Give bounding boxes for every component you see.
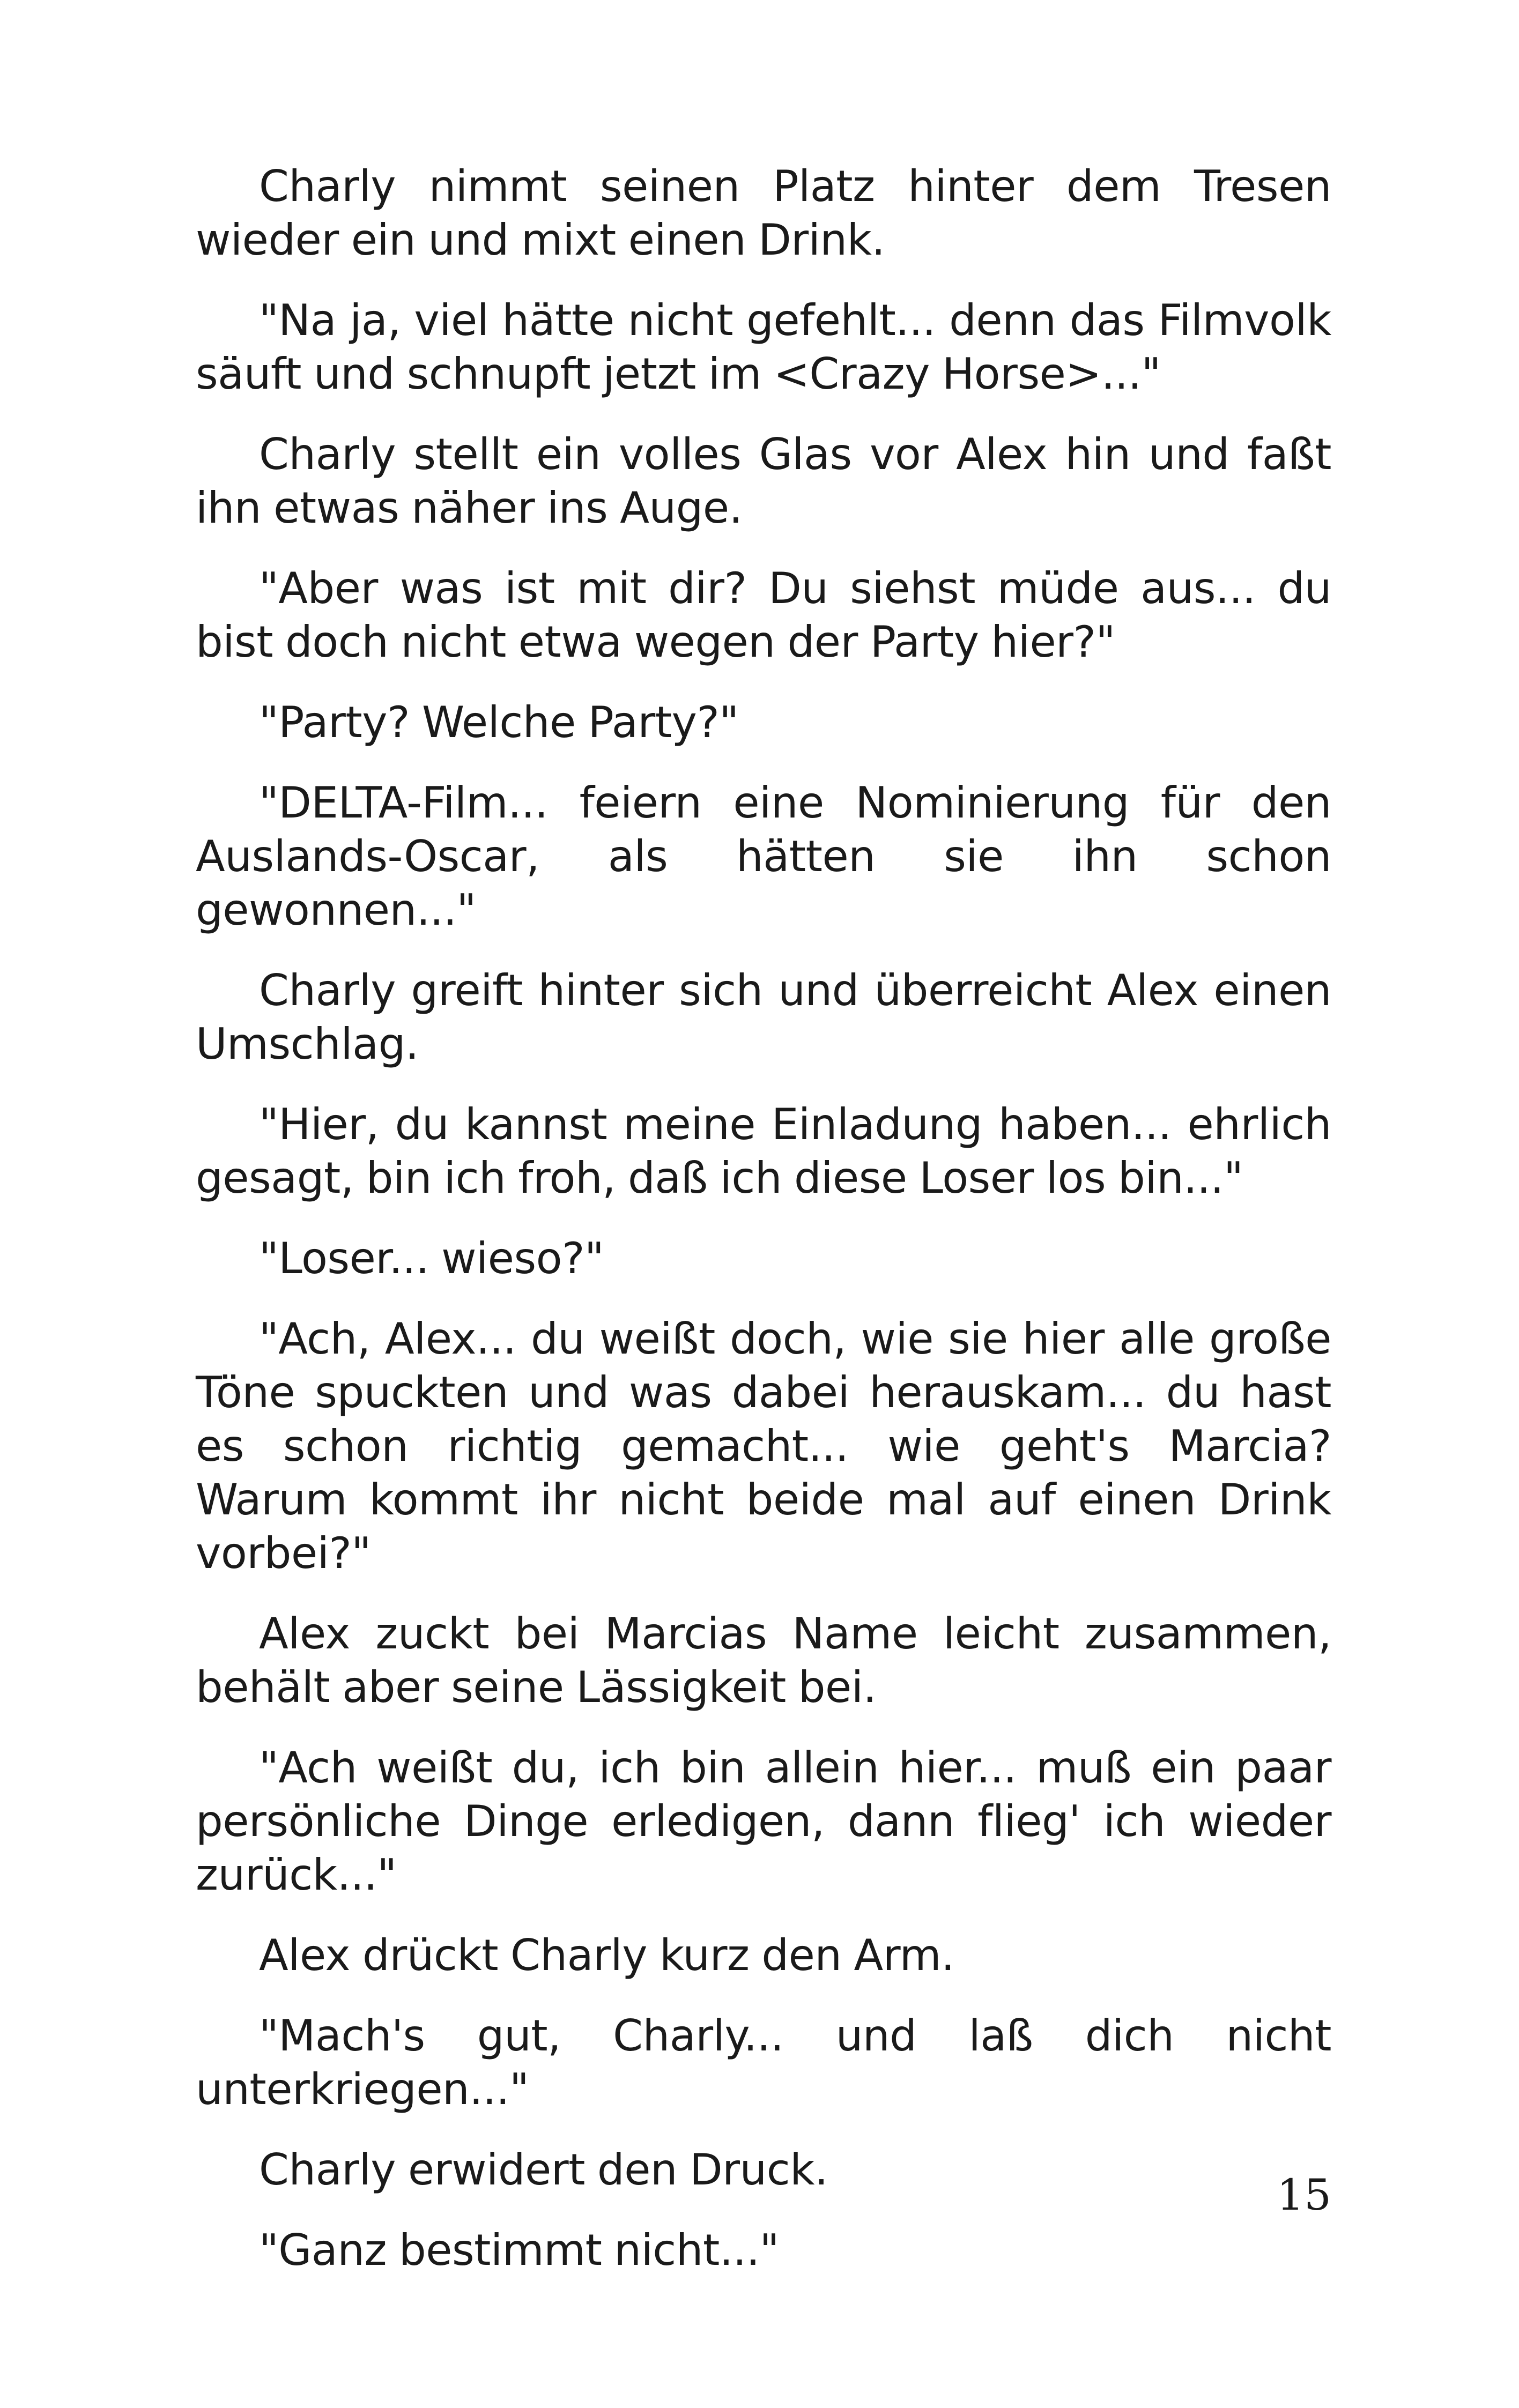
paragraph: "Ganz bestimmt nicht...": [259, 2225, 779, 2275]
paragraph: Charly nimmt seinen Platz hinter dem Tresen wieder ein und mixt einen Drink.: [196, 161, 1331, 265]
page-number: 15: [1277, 2170, 1331, 2220]
paragraph: "Mach's gut, Charly... und laß dich nicht unterkriegen...": [196, 2011, 1331, 2114]
paragraph: "Party? Welche Party?": [259, 697, 739, 747]
paragraph: Charly erwidert den Druck.: [259, 2145, 828, 2195]
paragraph: "Loser... wieso?": [259, 1233, 604, 1283]
paragraph: "Ach weißt du, ich bin allein hier... muß ein paar persönliche Dinge erledigen, dann flieg' ich wieder zurück...": [196, 1743, 1331, 1900]
paragraph: "Na ja, viel hätte nicht gefehlt... denn das Filmvolk säuft und schnupft jetzt im <Crazy Horse>...": [196, 295, 1331, 399]
paragraph: Charly greift hinter sich und überreicht Alex einen Umschlag.: [196, 965, 1331, 1069]
paragraph: "Ach, Alex... du weißt doch, wie sie hier alle große Töne spuckten und was dabei herauskam... du hast es schon richtig gemacht... wie geht's Marcia? Warum kommt ihr nicht beide mal auf einen Drink vorbei?": [196, 1314, 1331, 1578]
paragraph: "DELTA-Film... feiern eine Nominierung für den Auslands-Oscar, als hätten sie ihn schon gewonnen...": [196, 778, 1331, 935]
paragraph: "Aber was ist mit dir? Du siehst müde aus... du bist doch nicht etwa wegen der Party hier?": [196, 563, 1331, 667]
paragraph: Alex drückt Charly kurz den Arm.: [259, 1930, 955, 1980]
paragraph: "Hier, du kannst meine Einladung haben... ehrlich gesagt, bin ich froh, daß ich diese Loser los bin...": [196, 1099, 1331, 1203]
body-text: [196, 160, 1331, 2304]
paragraph: Charly stellt ein volles Glas vor Alex hin und faßt ihn etwas näher ins Auge.: [196, 429, 1331, 533]
paragraph: Alex zuckt bei Marcias Name leicht zusammen, behält aber seine Lässigkeit bei.: [196, 1609, 1331, 1712]
